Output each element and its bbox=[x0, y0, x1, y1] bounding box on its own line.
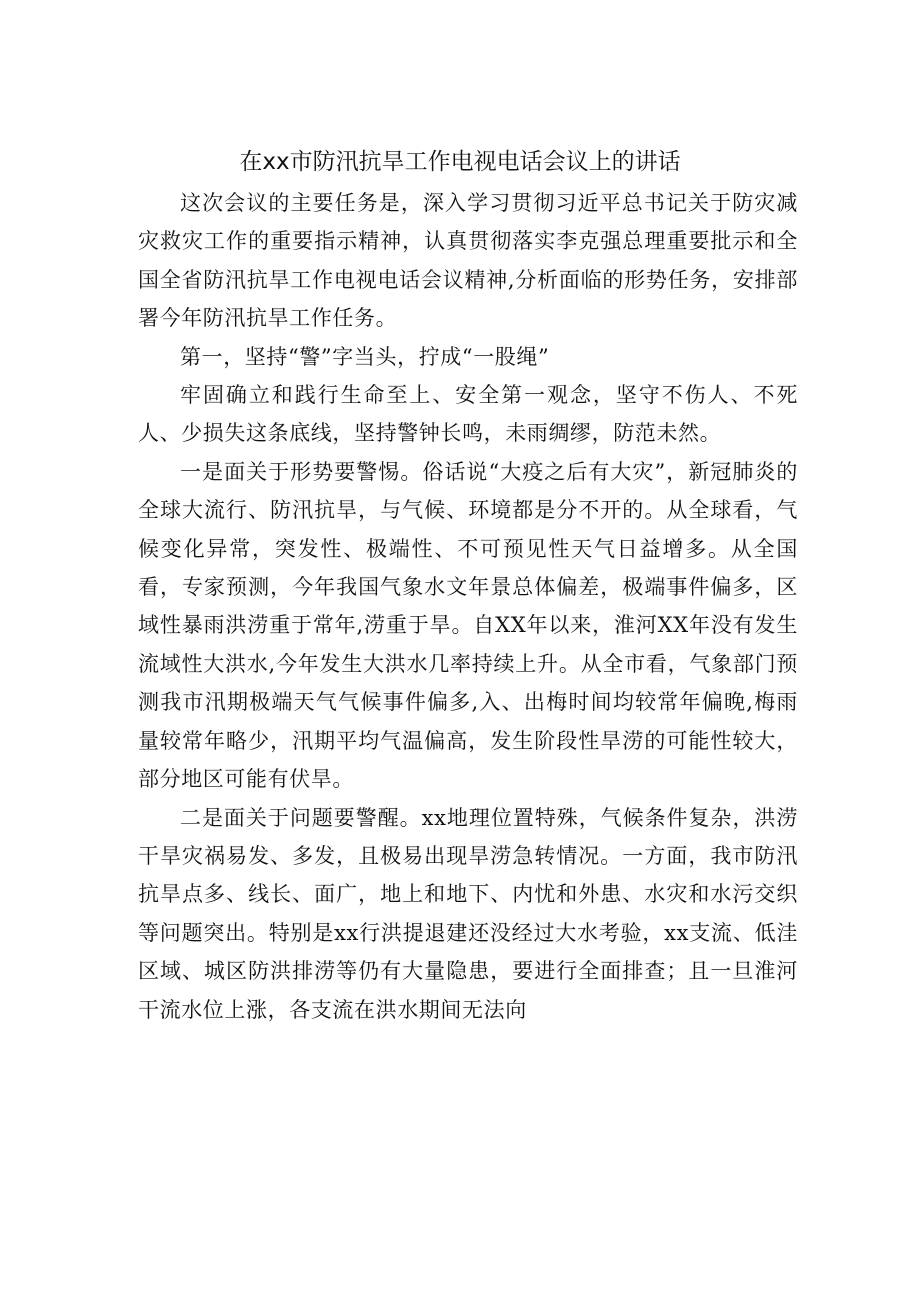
section-heading-first: 第一，坚持“警”字当头，拧成“一股绳” bbox=[180, 344, 550, 369]
paragraph-situation: 一是面关于形势要警惕。俗话说“大疫之后有大灾”，新冠肺炎的全球大流行、防汛抗旱，与气候、环境都是分不开的。从全球看，气候变化异常，突发性、极端性、不可预见性天气日益增多。从全国看，专家预测，今年我国气象水文年景总体偏差，极端事件偏多，区域性暴雨洪涝重于常年,涝重于旱。自XX年以来，淮河XX年没有发生流域性大洪水,今年发生大洪水几率持续上升。从全市看，气象部门预测我市汛期极端天气气候事件偏多,入、出梅时间均较常年偏晚,梅雨量较常年略少，汛期平均气温偏高，发生阶段性旱涝的可能性较大，部分地区可能有伏旱。 bbox=[138, 459, 798, 792]
paragraph-problems: 二是面关于问题要警醒。xx地理位置特殊，气候条件复杂，洪涝干旱灾祸易发、多发，且极易出现旱涝急转情况。一方面，我市防汛抗旱点多、线长、面广，地上和地下、内忧和外患、水灾和水污交织等问题突出。特别是xx行洪提退建还没经过大水考验，xx支流、低洼区域、城区防洪排涝等仍有大量隐患，要进行全面排查；且一旦淮河干流水位上涨，各支流在洪水期间无法向 bbox=[138, 805, 798, 1022]
paragraph-intro: 这次会议的主要任务是，深入学习贯彻习近平总书记关于防灾减灾救灾工作的重要指示精神，认真贯彻落实李克强总理重要批示和全国全省防汛抗旱工作电视电话会议精神,分析面临的形势任务，安排部署今年防汛抗旱工作任务。 bbox=[138, 191, 798, 331]
document-body bbox=[138, 184, 798, 1029]
paragraph-principle: 牢固确立和践行生命至上、安全第一观念，坚守不伤人、不死人、少损失这条底线，坚持警钟长鸣，未雨绸缪，防范未然。 bbox=[138, 383, 798, 446]
document-title: 在xx市防汛抗旱工作电视电话会议上的讲话 bbox=[239, 149, 681, 175]
